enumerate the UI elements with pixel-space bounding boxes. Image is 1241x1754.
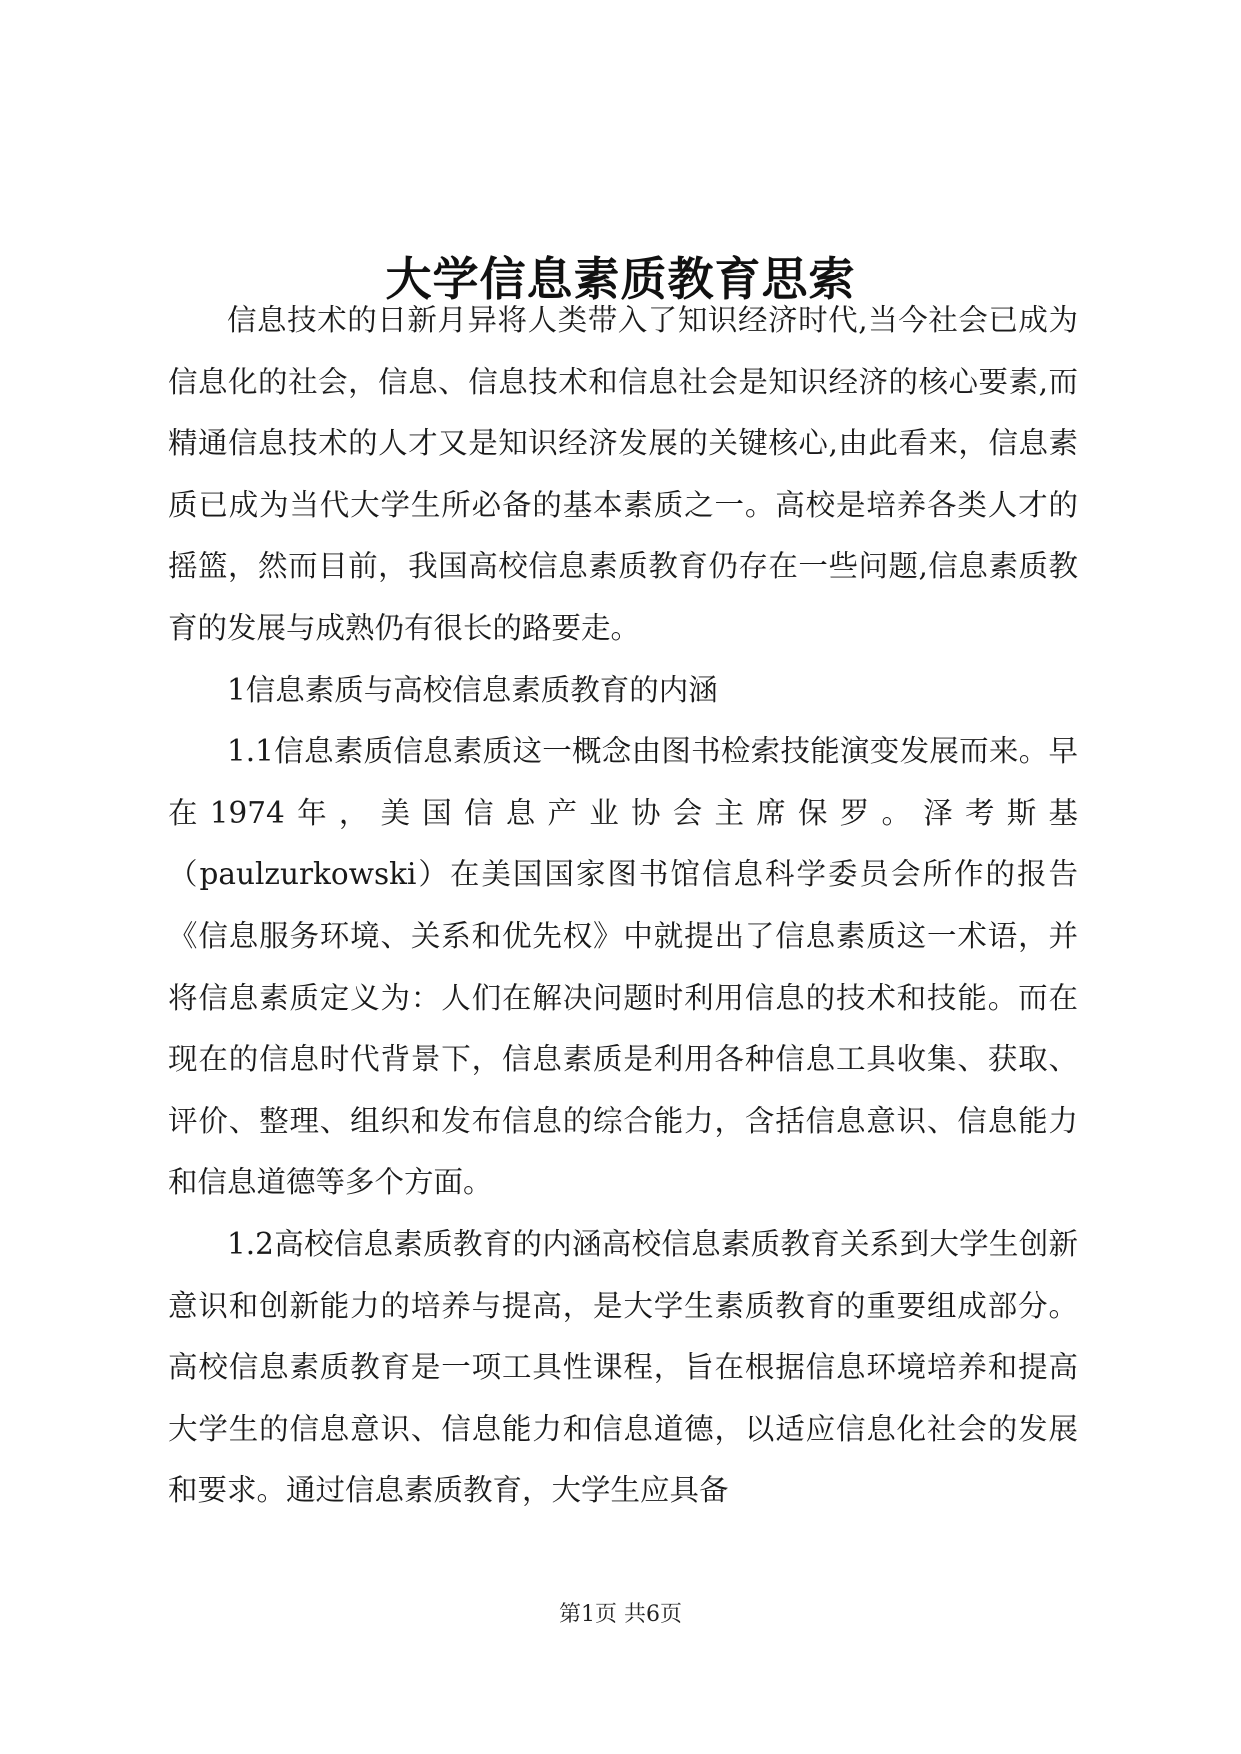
document-title: 大学信息素质教育思索 [385,251,856,306]
paragraph-intro: 信息技术的日新月异将人类带入了知识经济时代,当今社会已成为信息化的社会，信息、信息技术和信息社会是知识经济的核心要素,而精通信息技术的人才又是知识经济发展的关键核心,由此看来，信息素质已成为当代大学生所必备的基本素质之一。高校是培养各类人才的摇篮，然而目前，我国高校信息素质教育仍存在一些问题,信息素质教育的发展与成熟仍有很长的路要走。 [168,303,1078,645]
document-body [168,290,1078,1522]
paragraph-section-1-1: 1.1信息素质信息素质这一概念由图书检索技能演变发展而来。早在1974年，美国信息产业协会主席保罗。泽考斯基（paulzurkowski）在美国国家图书馆信息科学委员会所作的报告《信息服务环境、关系和优先权》中就提出了信息素质这一术语，并将信息素质定义为：人们在解决问题时利用信息的技术和技能。而在现在的信息时代背景下，信息素质是利用各种信息工具收集、获取、评价、整理、组织和发布信息的综合能力，含括信息意识、信息能力和信息道德等多个方面。 [168,734,1078,1200]
section-heading-1: 1信息素质与高校信息素质教育的内涵 [227,672,718,707]
paragraph-section-1-2: 1.2高校信息素质教育的内涵高校信息素质教育关系到大学生创新意识和创新能力的培养与提高，是大学生素质教育的重要组成部分。高校信息素质教育是一项工具性课程，旨在根据信息环境培养和提高大学生的信息意识、信息能力和信息道德，以适应信息化社会的发展和要求。通过信息素质教育，大学生应具备 [168,1226,1078,1508]
page-footer: 第1页 共6页 [559,1602,682,1627]
